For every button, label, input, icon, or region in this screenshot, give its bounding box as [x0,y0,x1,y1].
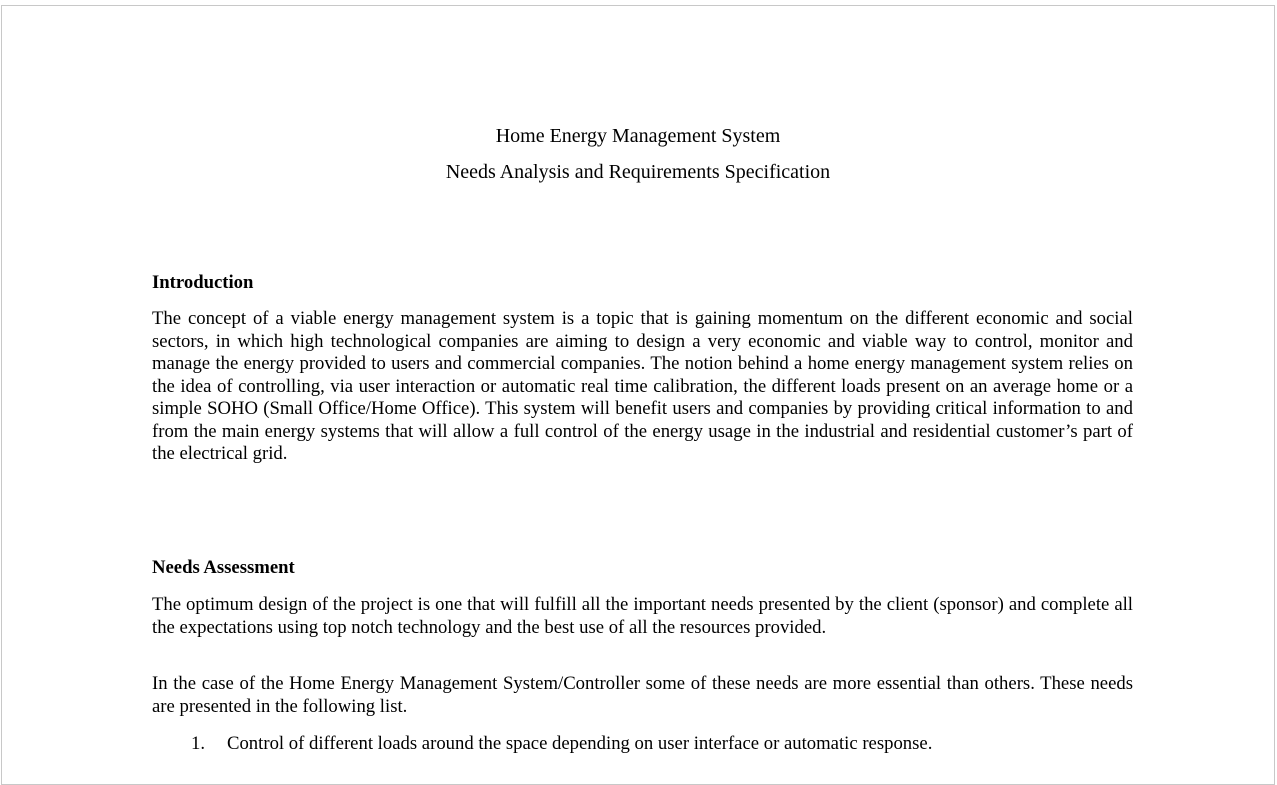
document-title: Home Energy Management System [495,125,781,147]
needs-list [152,733,1133,756]
section-heading-needs-assessment: Needs Assessment [152,557,295,578]
document-page [1,5,1275,785]
title-block [2,118,1274,190]
needs-assessment-paragraph-1: The optimum design of the project is one that will fulfill all the important needs presented by the client (sponsor) and complete all the expectations using top notch technology and the best use of all the resources provided. [152,594,1133,638]
document-subtitle: Needs Analysis and Requirements Specification [445,161,831,183]
needs-assessment-paragraph-2: In the case of the Home Energy Management System/Controller some of these needs are more essential than others. These needs are presented in the following list. [152,673,1133,717]
list-item-number: 1. [191,733,206,754]
introduction-paragraph: The concept of a viable energy management system is a topic that is gaining momentum on the different economic and social sectors, in which high technological companies are aiming to design a very economic and viable way to control, monitor and manage the energy provided to users and commercial companies. The notion behind a home energy management system relies on the idea of controlling, via user interaction or automatic real time calibration, the different loads present on an average home or a simple SOHO (Small Office/Home Office). This system will benefit users and companies by providing critical information to and from the main energy systems that will allow a full control of the energy usage in the industrial and residential customer’s part of the electrical grid. [152,308,1133,464]
list-item [152,733,1133,756]
section-heading-introduction: Introduction [152,272,254,293]
list-item-text: Control of different loads around the space depending on user interface or automatic response. [227,733,933,754]
